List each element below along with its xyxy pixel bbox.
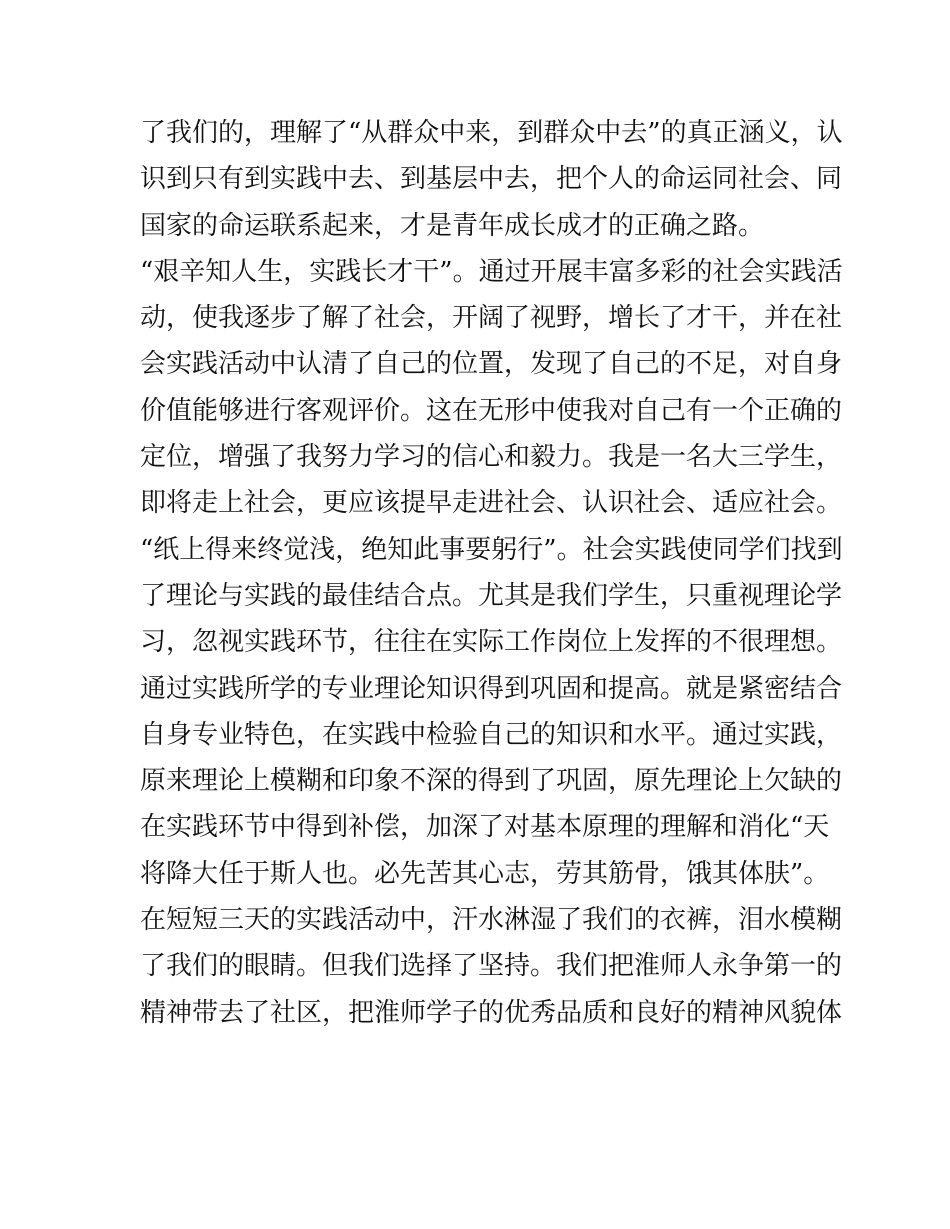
- text-line: 将降大任于斯人也。必先苦其心志，劳其筋骨，饿其体肤”。: [140, 858, 830, 889]
- text-line: 动，使我逐步了解了社会，开阔了视野，增长了才干，并在社: [140, 303, 843, 334]
- text-line: 识到只有到实践中去、到基层中去，把个人的命运同社会、同: [140, 164, 843, 195]
- text-line: 自身专业特色，在实践中检验自己的知识和水平。通过实践，: [140, 719, 843, 750]
- text-line: 在实践环节中得到补偿，加深了对基本原理的理解和消化“天: [140, 812, 830, 843]
- text-line: 了理论与实践的最佳结合点。尤其是我们学生，只重视理论学: [140, 580, 843, 611]
- text-line: 了我们的眼睛。但我们选择了坚持。我们把淮师人永争第一的: [140, 951, 843, 982]
- text-line: 定位，增强了我努力学习的信心和毅力。我是一名大三学生，: [140, 442, 843, 473]
- text-line: 在短短三天的实践活动中，汗水淋湿了我们的衣裤，泪水模糊: [140, 905, 843, 936]
- text-line: 会实践活动中认清了自己的位置，发现了自己的不足，对自身: [140, 349, 843, 380]
- text-line: 原来理论上模糊和印象不深的得到了巩固，原先理论上欠缺的: [140, 766, 843, 797]
- text-line: 通过实践所学的专业理论知识得到巩固和提高。就是紧密结合: [140, 673, 843, 704]
- text-line: 即将走上社会，更应该提早走进社会、认识社会、适应社会。: [140, 488, 843, 519]
- body-text: [140, 110, 843, 1036]
- text-line: 了我们的，理解了“从群众中来，到群众中去”的真正涵义，认: [140, 118, 843, 148]
- text-line: “艰辛知人生，实践长才干”。通过开展丰富多彩的社会实践活: [140, 256, 843, 287]
- text-line: 价值能够进行客观评价。这在无形中使我对自己有一个正确的: [140, 395, 843, 426]
- text-line: “纸上得来终觉浅，绝知此事要躬行”。社会实践使同学们找到: [140, 534, 843, 565]
- text-line: 精神带去了社区，把淮师学子的优秀品质和良好的精神风貌体: [140, 997, 843, 1028]
- text-line: 习，忽视实践环节，往往在实际工作岗位上发挥的不很理想。: [140, 627, 843, 658]
- text-line: 国家的命运联系起来，才是青年成长成才的正确之路。: [140, 210, 765, 241]
